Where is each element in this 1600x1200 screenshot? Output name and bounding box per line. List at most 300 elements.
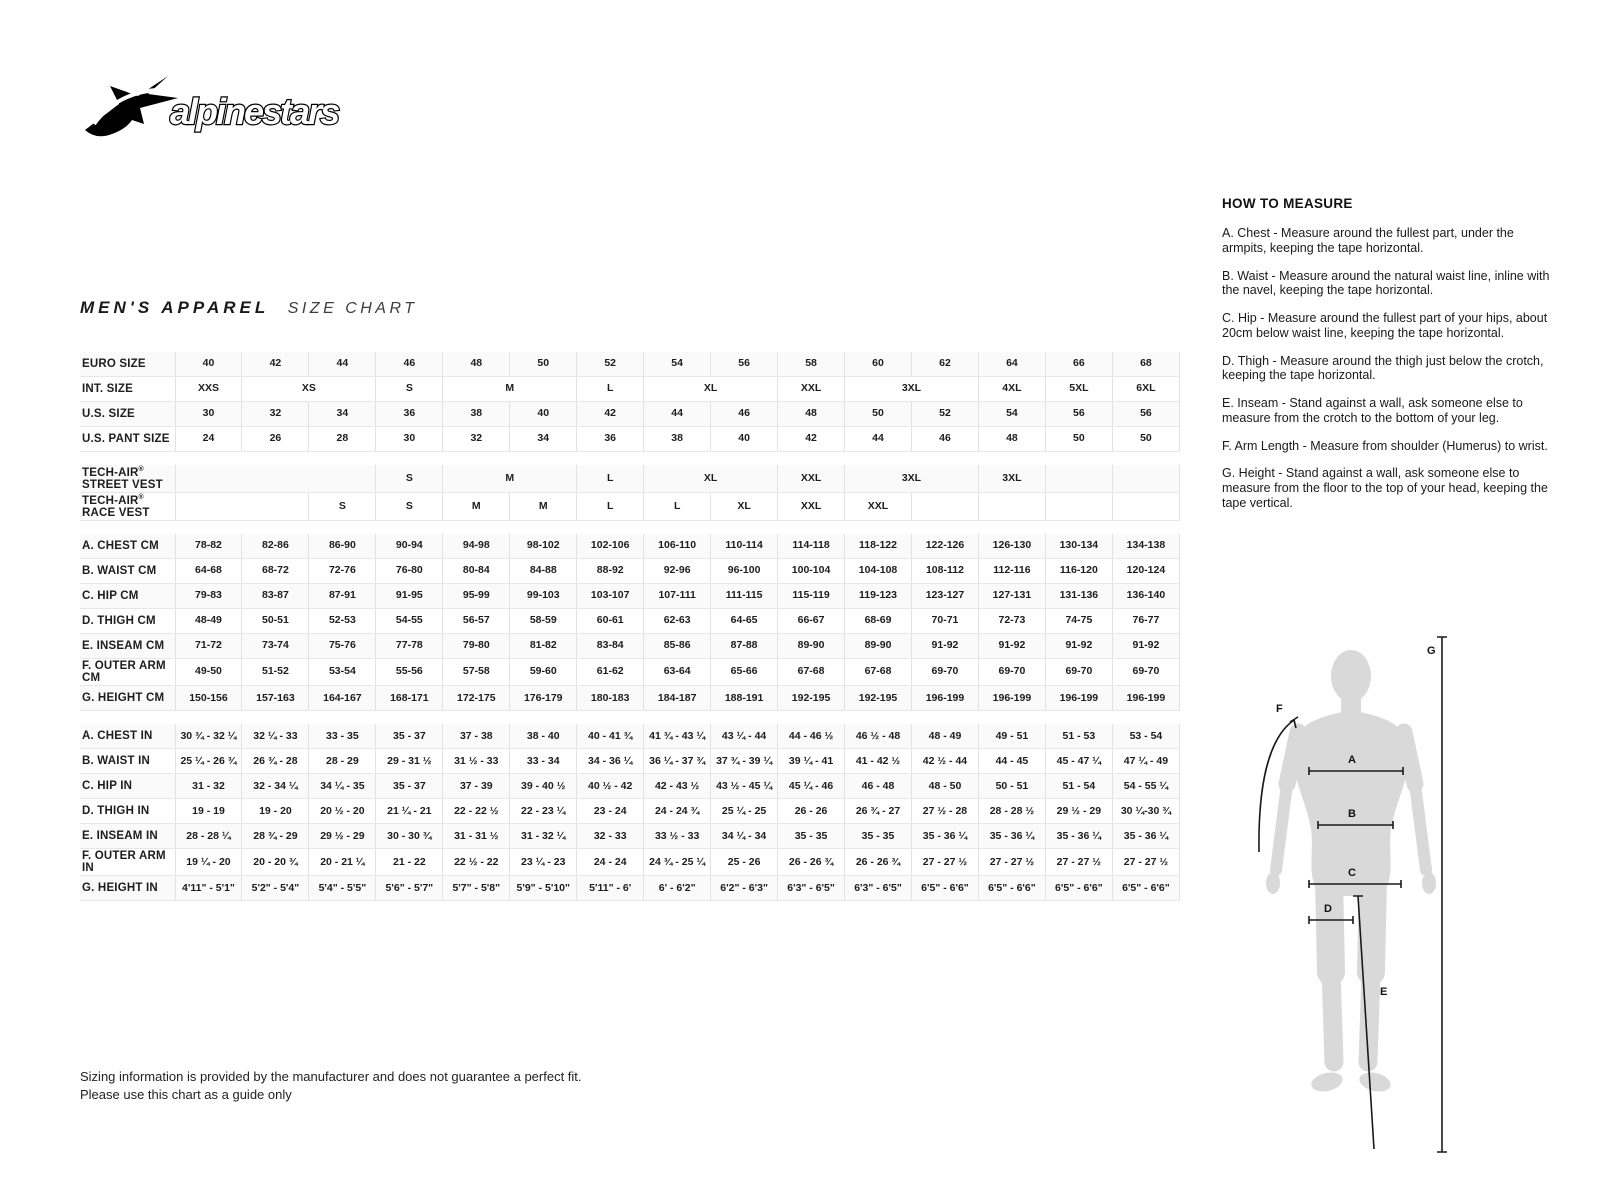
size-cell: 38: [644, 427, 711, 452]
size-cell: 27 - 27 ½: [1045, 849, 1112, 876]
size-cell: [978, 492, 1045, 520]
body-figure: [1228, 612, 1463, 1167]
size-cell: 91-92: [911, 633, 978, 658]
size-cell: 50-51: [242, 608, 309, 633]
size-cell: 94-98: [443, 534, 510, 559]
page-title-sub: SIZE CHART: [287, 300, 418, 317]
size-cell: 5'11" - 6': [577, 876, 644, 901]
size-cell: 99-103: [510, 583, 577, 608]
size-cell: 45 ¼ - 46: [778, 774, 845, 799]
size-cell: 91-92: [978, 633, 1045, 658]
size-cell: 87-91: [309, 583, 376, 608]
alpinestars-logo-icon: [82, 72, 352, 150]
size-cell: 19 - 20: [242, 799, 309, 824]
size-cell: 26 - 26: [778, 799, 845, 824]
size-cell: 95-99: [443, 583, 510, 608]
size-cell: 35 - 36 ¼: [1045, 824, 1112, 849]
size-cell: 89-90: [845, 633, 912, 658]
size-cell: 64-68: [175, 558, 242, 583]
size-cell: 22 - 23 ¼: [510, 799, 577, 824]
size-cell: 37 - 39: [443, 774, 510, 799]
size-cell: 34 ¼ - 35: [309, 774, 376, 799]
size-table-section-3: [80, 534, 1180, 711]
size-cell: 30 ¾ - 32 ¼: [175, 724, 242, 749]
size-cell: 63-64: [644, 658, 711, 685]
size-cell: 115-119: [778, 583, 845, 608]
size-cell: 106-110: [644, 534, 711, 559]
size-cell: XL: [644, 465, 778, 492]
size-cell: 49 - 51: [978, 724, 1045, 749]
size-cell: 42: [778, 427, 845, 452]
size-cell: 31 - 32: [175, 774, 242, 799]
table-row: [80, 633, 1180, 658]
row-label: INT. SIZE: [80, 377, 175, 402]
size-cell: 83-87: [242, 583, 309, 608]
size-cell: 172-175: [443, 686, 510, 711]
size-cell: 6'3" - 6'5": [845, 876, 912, 901]
size-cell: 23 ¼ - 23: [510, 849, 577, 876]
size-cell: 52: [911, 402, 978, 427]
row-label: TECH-AIR® RACE VEST: [80, 492, 175, 520]
size-cell: 3XL: [845, 465, 979, 492]
size-cell: 37 - 38: [443, 724, 510, 749]
size-cell: 59-60: [510, 658, 577, 685]
size-cell: 42 ½ - 44: [911, 749, 978, 774]
footer-line-1: Sizing information is provided by the manufacturer and does not guarantee a perfect fit.: [80, 1069, 582, 1084]
size-cell: 43 ¼ - 44: [711, 724, 778, 749]
size-cell: 47 ¼ - 49: [1112, 749, 1179, 774]
size-cell: 102-106: [577, 534, 644, 559]
size-cell: 110-114: [711, 534, 778, 559]
size-cell: 28 - 28 ½: [978, 799, 1045, 824]
size-cell: 54 - 55 ¼: [1112, 774, 1179, 799]
size-cell: 176-179: [510, 686, 577, 711]
size-cell: 77-78: [376, 633, 443, 658]
size-cell: 35 - 35: [845, 824, 912, 849]
size-cell: M: [443, 465, 577, 492]
size-cell: 42: [577, 402, 644, 427]
size-cell: 36 ¼ - 37 ¾: [644, 749, 711, 774]
size-cell: 76-77: [1112, 608, 1179, 633]
size-cell: 68-72: [242, 558, 309, 583]
size-cell: 27 - 27 ½: [978, 849, 1045, 876]
size-cell: 192-195: [845, 686, 912, 711]
page-title: [80, 298, 418, 318]
size-cell: 52: [577, 352, 644, 377]
row-label: C. HIP CM: [80, 583, 175, 608]
size-cell: 44: [309, 352, 376, 377]
table-row: [80, 402, 1180, 427]
measure-item: A. Chest - Measure around the fullest part, under the armpits, keeping the tape horizontal.: [1222, 226, 1514, 255]
size-cell: 111-115: [711, 583, 778, 608]
size-cell: 81-82: [510, 633, 577, 658]
size-cell: 131-136: [1045, 583, 1112, 608]
size-cell: 29 ½ - 29: [1045, 799, 1112, 824]
size-cell: 91-92: [1112, 633, 1179, 658]
size-cell: 71-72: [175, 633, 242, 658]
size-cell: 24 - 24: [577, 849, 644, 876]
size-cell: 75-76: [309, 633, 376, 658]
size-cell: 30: [376, 427, 443, 452]
size-cell: 48: [778, 402, 845, 427]
size-cell: 6'5" - 6'6": [1045, 876, 1112, 901]
size-cell: 6'2" - 6'3": [711, 876, 778, 901]
size-cell: 184-187: [644, 686, 711, 711]
size-cell: 38 - 40: [510, 724, 577, 749]
size-cell: 34 - 36 ¼: [577, 749, 644, 774]
size-cell: 43 ½ - 45 ¼: [711, 774, 778, 799]
size-cell: 34 ¼ - 34: [711, 824, 778, 849]
row-label: G. HEIGHT CM: [80, 686, 175, 711]
measure-item: F. Arm Length - Measure from shoulder (Humerus) to wrist.: [1222, 438, 1548, 453]
size-cell: 120-124: [1112, 558, 1179, 583]
size-cell: 5XL: [1045, 377, 1112, 402]
size-cell: 5'7" - 5'8": [443, 876, 510, 901]
table-row: [80, 534, 1180, 559]
size-cell: 4'11" - 5'1": [175, 876, 242, 901]
size-cell: 22 ½ - 22: [443, 849, 510, 876]
size-cell: 51 - 53: [1045, 724, 1112, 749]
size-cell: 48-49: [175, 608, 242, 633]
size-cell: 66-67: [778, 608, 845, 633]
size-cell: 46 ½ - 48: [845, 724, 912, 749]
size-cell: 119-123: [845, 583, 912, 608]
size-cell: 46: [911, 427, 978, 452]
size-cell: 27 - 27 ½: [1112, 849, 1179, 876]
size-cell: S: [376, 492, 443, 520]
size-cell: 126-130: [978, 534, 1045, 559]
size-cell: 72-73: [978, 608, 1045, 633]
size-cell: 72-76: [309, 558, 376, 583]
table-row: [80, 749, 1180, 774]
size-cell: 30 ¼-30 ¾: [1112, 799, 1179, 824]
size-cell: 180-183: [577, 686, 644, 711]
size-cell: 30 - 30 ¾: [376, 824, 443, 849]
size-cell: 90-94: [376, 534, 443, 559]
size-cell: 41 ¾ - 43 ¼: [644, 724, 711, 749]
size-cell: 114-118: [778, 534, 845, 559]
size-cell: S: [309, 492, 376, 520]
size-cell: 100-104: [778, 558, 845, 583]
measure-items: [1222, 226, 1554, 511]
row-label: E. INSEAM CM: [80, 633, 175, 658]
size-cell: 5'4" - 5'5": [309, 876, 376, 901]
size-cell: 57-58: [443, 658, 510, 685]
size-cell: 54-55: [376, 608, 443, 633]
size-cell: [175, 465, 376, 492]
size-cell: 39 - 40 ½: [510, 774, 577, 799]
size-cell: M: [510, 492, 577, 520]
measure-item: B. Waist - Measure around the natural waist line, inline with the navel, keeping the tape horizontal.: [1222, 268, 1550, 298]
size-cell: 5'9" - 5'10": [510, 876, 577, 901]
size-cell: 62: [911, 352, 978, 377]
size-cell: XXS: [175, 377, 242, 402]
size-cell: 40 ½ - 42: [577, 774, 644, 799]
size-cell: 73-74: [242, 633, 309, 658]
size-cell: 21 - 22: [376, 849, 443, 876]
size-table-section-1: [80, 352, 1180, 452]
size-cell: 48: [443, 352, 510, 377]
size-cell: 36: [376, 402, 443, 427]
size-cell: 42: [242, 352, 309, 377]
size-cell: 31 - 32 ¼: [510, 824, 577, 849]
size-cell: 34: [510, 427, 577, 452]
size-cell: 65-66: [711, 658, 778, 685]
size-cell: 35 - 36 ¼: [1112, 824, 1179, 849]
size-cell: 27 ½ - 28: [911, 799, 978, 824]
measure-item: E. Inseam - Stand against a wall, ask someone else to measure from the crotch to the bottom of your leg.: [1222, 396, 1523, 425]
size-cell: 54: [978, 402, 1045, 427]
table-row: [80, 465, 1180, 492]
size-cell: 82-86: [242, 534, 309, 559]
size-cell: 56-57: [443, 608, 510, 633]
size-cell: 44 - 46 ½: [778, 724, 845, 749]
size-cell: 33 ½ - 33: [644, 824, 711, 849]
size-cell: 35 - 36 ¼: [978, 824, 1045, 849]
size-cell: 37 ¾ - 39 ¼: [711, 749, 778, 774]
size-cell: 25 - 26: [711, 849, 778, 876]
size-cell: XS: [242, 377, 376, 402]
row-label: A. CHEST CM: [80, 534, 175, 559]
size-cell: 21 ¼ - 21: [376, 799, 443, 824]
size-cell: [911, 492, 978, 520]
size-cell: 58: [778, 352, 845, 377]
row-label: C. HIP IN: [80, 774, 175, 799]
size-cell: 28 ¾ - 29: [242, 824, 309, 849]
size-cell: 64: [978, 352, 1045, 377]
size-cell: 83-84: [577, 633, 644, 658]
size-cell: 61-62: [577, 658, 644, 685]
size-cell: 6'3" - 6'5": [778, 876, 845, 901]
size-cell: 25 ¼ - 25: [711, 799, 778, 824]
size-cell: 69-70: [1112, 658, 1179, 685]
size-cell: 5'6" - 5'7": [376, 876, 443, 901]
size-cell: 69-70: [911, 658, 978, 685]
size-cell: 48 - 49: [911, 724, 978, 749]
size-cell: 41 - 42 ½: [845, 749, 912, 774]
size-cell: 24 - 24 ¾: [644, 799, 711, 824]
size-cell: [1112, 492, 1179, 520]
size-cell: 25 ¼ - 26 ¾: [175, 749, 242, 774]
size-cell: 26 - 26 ¾: [845, 849, 912, 876]
size-chart-tables: [80, 352, 1180, 914]
size-cell: 3XL: [845, 377, 979, 402]
size-cell: 40: [175, 352, 242, 377]
size-cell: 5'2" - 5'4": [242, 876, 309, 901]
size-cell: 66: [1045, 352, 1112, 377]
size-cell: 32: [242, 402, 309, 427]
size-cell: XL: [644, 377, 778, 402]
size-cell: L: [577, 377, 644, 402]
figure-label-inseam: E: [1380, 986, 1388, 998]
size-cell: 157-163: [242, 686, 309, 711]
size-cell: 40: [711, 427, 778, 452]
size-cell: 32 - 33: [577, 824, 644, 849]
size-cell: 85-86: [644, 633, 711, 658]
size-cell: 39 ¼ - 41: [778, 749, 845, 774]
brand-logo: [82, 72, 352, 155]
size-cell: 33 - 35: [309, 724, 376, 749]
size-cell: 44: [644, 402, 711, 427]
size-cell: 26: [242, 427, 309, 452]
size-cell: 50: [845, 402, 912, 427]
size-cell: 188-191: [711, 686, 778, 711]
size-cell: 26 ¾ - 28: [242, 749, 309, 774]
size-cell: [1045, 465, 1112, 492]
size-cell: 79-80: [443, 633, 510, 658]
size-cell: 45 - 47 ¼: [1045, 749, 1112, 774]
size-cell: L: [577, 465, 644, 492]
size-cell: 118-122: [845, 534, 912, 559]
figure-label-waist: B: [1348, 808, 1356, 820]
size-cell: 64-65: [711, 608, 778, 633]
size-cell: 69-70: [978, 658, 1045, 685]
measure-item: G. Height - Stand against a wall, ask someone else to measure from the floor to the top of your head, keeping the tape vertical.: [1222, 466, 1548, 510]
size-cell: 103-107: [577, 583, 644, 608]
size-cell: 44: [845, 427, 912, 452]
table-row: [80, 377, 1180, 402]
size-cell: 30: [175, 402, 242, 427]
row-label: G. HEIGHT IN: [80, 876, 175, 901]
measure-panel: [1222, 196, 1554, 524]
size-cell: 69-70: [1045, 658, 1112, 685]
size-cell: 127-131: [978, 583, 1045, 608]
size-cell: S: [376, 465, 443, 492]
size-cell: 196-199: [978, 686, 1045, 711]
table-row: [80, 876, 1180, 901]
measure-item: C. Hip - Measure around the fullest part of your hips, about 20cm below waist line, keeping the tape horizontal.: [1222, 311, 1548, 340]
size-cell: 136-140: [1112, 583, 1179, 608]
figure-label-hip: C: [1348, 867, 1356, 879]
size-cell: [1045, 492, 1112, 520]
table-row: [80, 492, 1180, 520]
size-cell: 6'5" - 6'6": [911, 876, 978, 901]
size-cell: 67-68: [845, 658, 912, 685]
size-cell: XXL: [778, 465, 845, 492]
size-cell: 22 - 22 ½: [443, 799, 510, 824]
size-cell: 35 - 37: [376, 774, 443, 799]
size-cell: 192-195: [778, 686, 845, 711]
size-cell: 38: [443, 402, 510, 427]
body-figure-illustration: [1228, 612, 1463, 1162]
size-cell: 35 - 37: [376, 724, 443, 749]
size-cell: 32 ¼ - 33: [242, 724, 309, 749]
size-cell: 28 - 29: [309, 749, 376, 774]
size-cell: 46: [711, 402, 778, 427]
table-row: [80, 558, 1180, 583]
size-cell: 51 - 54: [1045, 774, 1112, 799]
size-table-section-4: [80, 724, 1180, 901]
size-cell: S: [376, 377, 443, 402]
size-cell: 27 - 27 ½: [911, 849, 978, 876]
size-cell: L: [644, 492, 711, 520]
size-cell: 32: [443, 427, 510, 452]
size-cell: 67-68: [778, 658, 845, 685]
size-cell: 6XL: [1112, 377, 1179, 402]
size-cell: 26 ¾ - 27: [845, 799, 912, 824]
row-label: F. OUTER ARM IN: [80, 849, 175, 876]
size-cell: 150-156: [175, 686, 242, 711]
footer-line-2: Please use this chart as a guide only: [80, 1087, 292, 1103]
row-label: E. INSEAM IN: [80, 824, 175, 849]
size-cell: 108-112: [911, 558, 978, 583]
size-cell: 56: [1045, 402, 1112, 427]
table-row: [80, 658, 1180, 685]
size-cell: 91-92: [1045, 633, 1112, 658]
size-cell: 36: [577, 427, 644, 452]
size-cell: 40: [510, 402, 577, 427]
size-cell: 48 - 50: [911, 774, 978, 799]
table-row: [80, 583, 1180, 608]
size-cell: 29 - 31 ½: [376, 749, 443, 774]
size-cell: 53 - 54: [1112, 724, 1179, 749]
size-cell: 50 - 51: [978, 774, 1045, 799]
size-cell: 84-88: [510, 558, 577, 583]
size-cell: 32 - 34 ¼: [242, 774, 309, 799]
size-cell: 46 - 48: [845, 774, 912, 799]
size-cell: 40 - 41 ¾: [577, 724, 644, 749]
size-cell: 74-75: [1045, 608, 1112, 633]
size-cell: 24: [175, 427, 242, 452]
measure-title: HOW TO MEASURE: [1222, 196, 1353, 211]
size-cell: 79-83: [175, 583, 242, 608]
size-cell: 31 - 31 ½: [443, 824, 510, 849]
footer-note: [80, 1068, 582, 1104]
size-cell: 28 - 28 ¼: [175, 824, 242, 849]
size-cell: 34: [309, 402, 376, 427]
size-cell: 98-102: [510, 534, 577, 559]
size-cell: 31 ½ - 33: [443, 749, 510, 774]
size-cell: 55-56: [376, 658, 443, 685]
size-cell: 68-69: [845, 608, 912, 633]
size-cell: 6'5" - 6'6": [1112, 876, 1179, 901]
size-cell: 123-127: [911, 583, 978, 608]
size-cell: [1112, 465, 1179, 492]
table-row: [80, 849, 1180, 876]
size-cell: 19 - 19: [175, 799, 242, 824]
size-cell: 26 - 26 ¾: [778, 849, 845, 876]
row-label: TECH-AIR® STREET VEST: [80, 465, 175, 492]
size-cell: 89-90: [778, 633, 845, 658]
size-cell: 28: [309, 427, 376, 452]
size-cell: 3XL: [978, 465, 1045, 492]
size-cell: 91-95: [376, 583, 443, 608]
size-cell: 46: [376, 352, 443, 377]
size-cell: 23 - 24: [577, 799, 644, 824]
size-cell: 6'5" - 6'6": [978, 876, 1045, 901]
size-cell: 78-82: [175, 534, 242, 559]
size-cell: L: [577, 492, 644, 520]
row-label: A. CHEST IN: [80, 724, 175, 749]
size-cell: [175, 492, 309, 520]
size-cell: 29 ½ - 29: [309, 824, 376, 849]
size-cell: 33 - 34: [510, 749, 577, 774]
size-cell: 168-171: [376, 686, 443, 711]
size-cell: 96-100: [711, 558, 778, 583]
size-cell: 134-138: [1112, 534, 1179, 559]
size-cell: 196-199: [911, 686, 978, 711]
size-cell: 49-50: [175, 658, 242, 685]
size-table-section-2: [80, 465, 1180, 521]
table-row: [80, 824, 1180, 849]
size-cell: 54: [644, 352, 711, 377]
measure-item: D. Thigh - Measure around the thigh just below the crotch, keeping the tape horizontal.: [1222, 353, 1544, 383]
row-label: D. THIGH CM: [80, 608, 175, 633]
size-cell: 50: [1112, 427, 1179, 452]
row-label: U.S. PANT SIZE: [80, 427, 175, 452]
size-cell: 50: [1045, 427, 1112, 452]
size-cell: 76-80: [376, 558, 443, 583]
